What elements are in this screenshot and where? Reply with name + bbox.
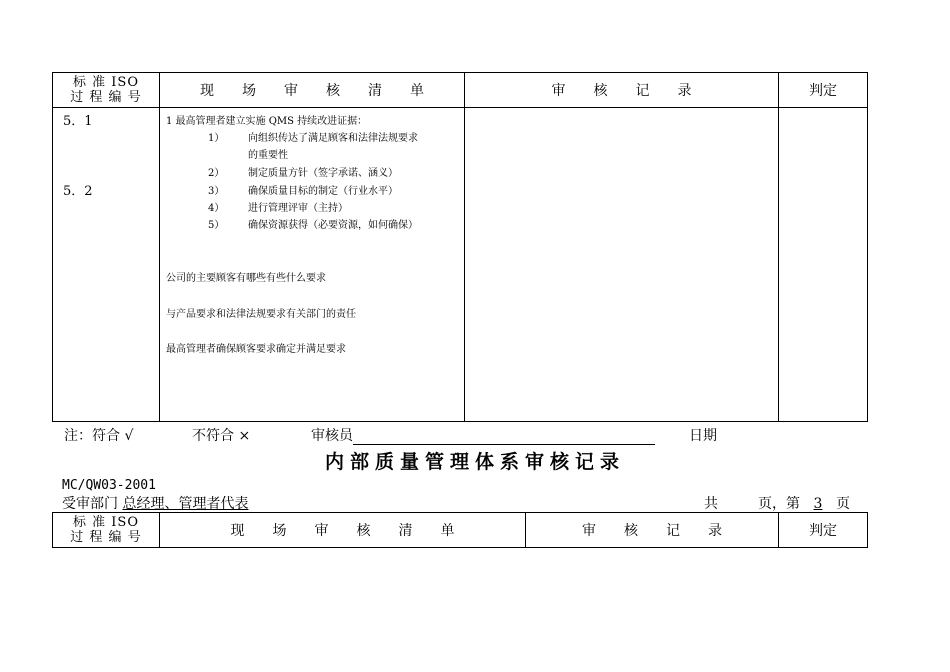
checklist-intro: 1 最高管理者建立实施 QMS 持续改进证据： (166, 116, 368, 127)
date-label: 日期 (689, 428, 717, 444)
department-value: 总经理、管理者代表 (122, 496, 249, 512)
header-checklist: 现 场 审 核 清 单 (160, 513, 526, 548)
item-number: 1） (208, 133, 225, 144)
document-number: MC/QW03-2001 (62, 478, 156, 493)
pages-prefix: 共 (704, 496, 718, 512)
item-text: 确保质量目标的制定（行业水平） (248, 186, 398, 197)
header-record: 审 核 记 录 (465, 73, 779, 108)
item-text: 确保资源获得（必要资源，如何确保） (248, 220, 418, 231)
item-number: 4） (208, 203, 225, 214)
item-number: 2） (208, 168, 225, 179)
item-text: 进行管理评审（主持） (248, 203, 348, 214)
pages-suffix: 页 (836, 496, 850, 512)
clause-cell (53, 108, 160, 422)
auditor-blank (353, 430, 655, 445)
header-standard-number (53, 73, 160, 108)
header-checklist: 现 场 审 核 清 单 (160, 73, 465, 108)
header-standard-line2: 过 程 编 号 (70, 530, 142, 545)
document-title: 内部质量管理体系审核记录 (324, 451, 625, 473)
page-counter (704, 493, 850, 513)
checklist-question: 公司的主要顾客有哪些有些什么要求 (166, 273, 326, 284)
record-cell (465, 108, 779, 422)
header-judgment: 判定 (779, 513, 868, 548)
header-standard-line1: 标 准 ISO (73, 75, 139, 90)
audited-department (62, 493, 248, 513)
department-label: 受审部门 (62, 496, 118, 512)
note-conform: 注：符合 √ (64, 428, 134, 444)
current-page-number: 3 (813, 496, 823, 512)
judgment-cell (779, 108, 868, 422)
auditor-field (311, 425, 655, 445)
checklist-cell (160, 108, 465, 422)
item-number: 3） (208, 186, 225, 197)
checklist-question: 最高管理者确保顾客要求确定并满足要求 (166, 344, 346, 355)
header-standard-line1: 标 准 ISO (73, 515, 139, 530)
item-number: 5） (208, 220, 225, 231)
pages-mid: 页，第 (758, 496, 800, 512)
note-nonconform: 不符合 × (192, 428, 251, 444)
header-record: 审 核 记 录 (526, 513, 779, 548)
item-text: 向组织传达了满足顾客和法律法规要求 (248, 133, 418, 144)
header-judgment: 判定 (779, 73, 868, 108)
header-standard-line2: 过 程 编 号 (70, 90, 142, 105)
auditor-label: 审核员 (311, 428, 353, 444)
item-text: 制定质量方针（签字承诺、涵义） (248, 168, 398, 179)
checklist-question: 与产品要求和法律法规要求有关部门的责任 (166, 309, 356, 320)
clause-number: 5．1 (63, 114, 93, 129)
clause-number: 5．2 (63, 184, 93, 199)
header-standard-number (53, 513, 160, 548)
audit-table-2 (52, 512, 868, 548)
total-pages-blank (718, 498, 758, 513)
item-text: 的重要性 (248, 150, 288, 161)
audit-table-1 (52, 72, 868, 422)
